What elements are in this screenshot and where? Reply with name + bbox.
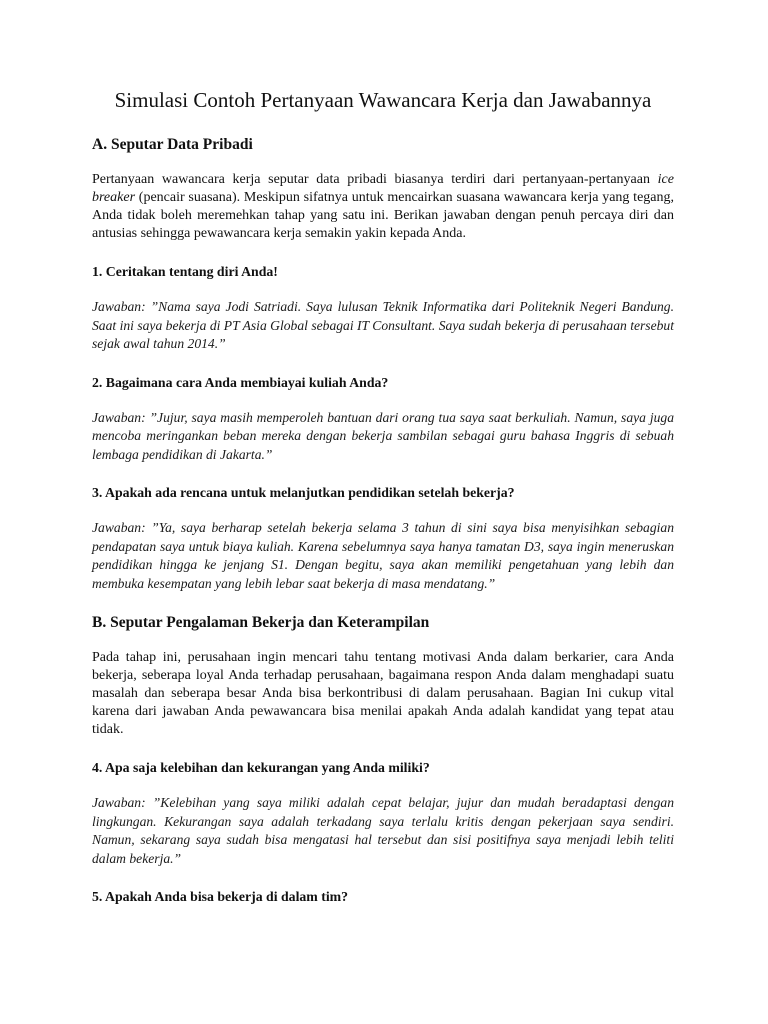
- answer: Jawaban: ”Kelebihan yang saya miliki adalah cepat belajar, jujur dan mudah beradaptasi dengan lingkungan. Kekurangan saya adalah terkadang saya terlalu kritis dengan pekerjaan saya sendiri. Namun, sekarang saya sudah bisa mengatasi hal tersebut dan sisi positifnya saya menjadi lebih teliti dalam bekerja.”: [92, 795, 674, 866]
- intro-text-continued: (pencair suasana). Meskipun sifatnya untuk mencairkan suasana wawancara kerja yang tegang, Anda tidak boleh meremehkan tahap yang satu ini. Berikan jawaban dengan penuh percaya diri dan antusias sehingga pewawancara kerja semakin yakin kepada Anda.: [92, 190, 674, 241]
- question: 2. Bagaimana cara Anda membiayai kuliah Anda?: [92, 374, 389, 390]
- question: 4. Apa saja kelebihan dan kekurangan yang Anda miliki?: [92, 760, 430, 775]
- section-intro: [92, 171, 674, 243]
- answer: Jawaban: ”Ya, saya berharap setelah bekerja selama 3 tahun di sini saya bisa menyisihkan sebagian pendapatan saya untuk biaya kuliah. Karena sebelumnya saya hanya tamatan D3, saya ingin meneruskan pendidikan hingga ke jenjang S1. Dengan begitu, saya akan memiliki pengetahuan yang lebih dan membuka kesempatan yang lebih lebar saat bekerja di masa mendatang.”: [92, 520, 674, 591]
- section-heading: A. Seputar Data Pribadi: [92, 136, 253, 153]
- intro-italic-term: ice breaker: [92, 172, 674, 205]
- section-intro: Pada tahap ini, perusahaan ingin mencari tahu tentang motivasi Anda dalam berkarier, cara Anda bekerja, seberapa loyal Anda terhadap perusahaan, bagaimana respon Anda dalam menghadapi suatu masalah dan seberapa besar Anda bisa berkontribusi di dalam perusahaan. Bagian Ini cukup vital karena dari jawaban Anda pewawancara bisa menilai apakah Anda adalah kandidat yang tepat atau tidak.: [92, 650, 674, 737]
- answer: Jawaban: ”Nama saya Jodi Satriadi. Saya lulusan Teknik Informatika dari Politeknik Negeri Bandung. Saat ini saya bekerja di PT Asia Global sebagai IT Consultant. Saya sudah bekerja di perusahaan tersebut sejak awal tahun 2014.”: [92, 299, 674, 351]
- question: 5. Apakah Anda bisa bekerja di dalam tim?: [92, 889, 349, 904]
- question: 1. Ceritakan tentang diri Anda!: [92, 264, 278, 279]
- answer: Jawaban: ”Jujur, saya masih memperoleh bantuan dari orang tua saya saat berkuliah. Namun, saya juga mencoba meringankan beban mereka dengan bekerja sambilan sebagai guru bahasa Inggris di sebuah lembaga pendidikan di Jakarta.”: [92, 409, 674, 462]
- document-title: Simulasi Contoh Pertanyaan Wawancara Kerja dan Jawabannya: [114, 88, 652, 112]
- intro-text: Pertanyaan wawancara kerja seputar data pribadi biasanya terdiri dari pertanyaan-pertanyaan: [92, 172, 658, 187]
- question: 3. Apakah ada rencana untuk melanjutkan pendidikan setelah bekerja?: [92, 485, 515, 500]
- section-a: [92, 135, 674, 593]
- section-b: [92, 613, 674, 906]
- section-heading: B. Seputar Pengalaman Bekerja dan Keterampilan: [92, 614, 430, 631]
